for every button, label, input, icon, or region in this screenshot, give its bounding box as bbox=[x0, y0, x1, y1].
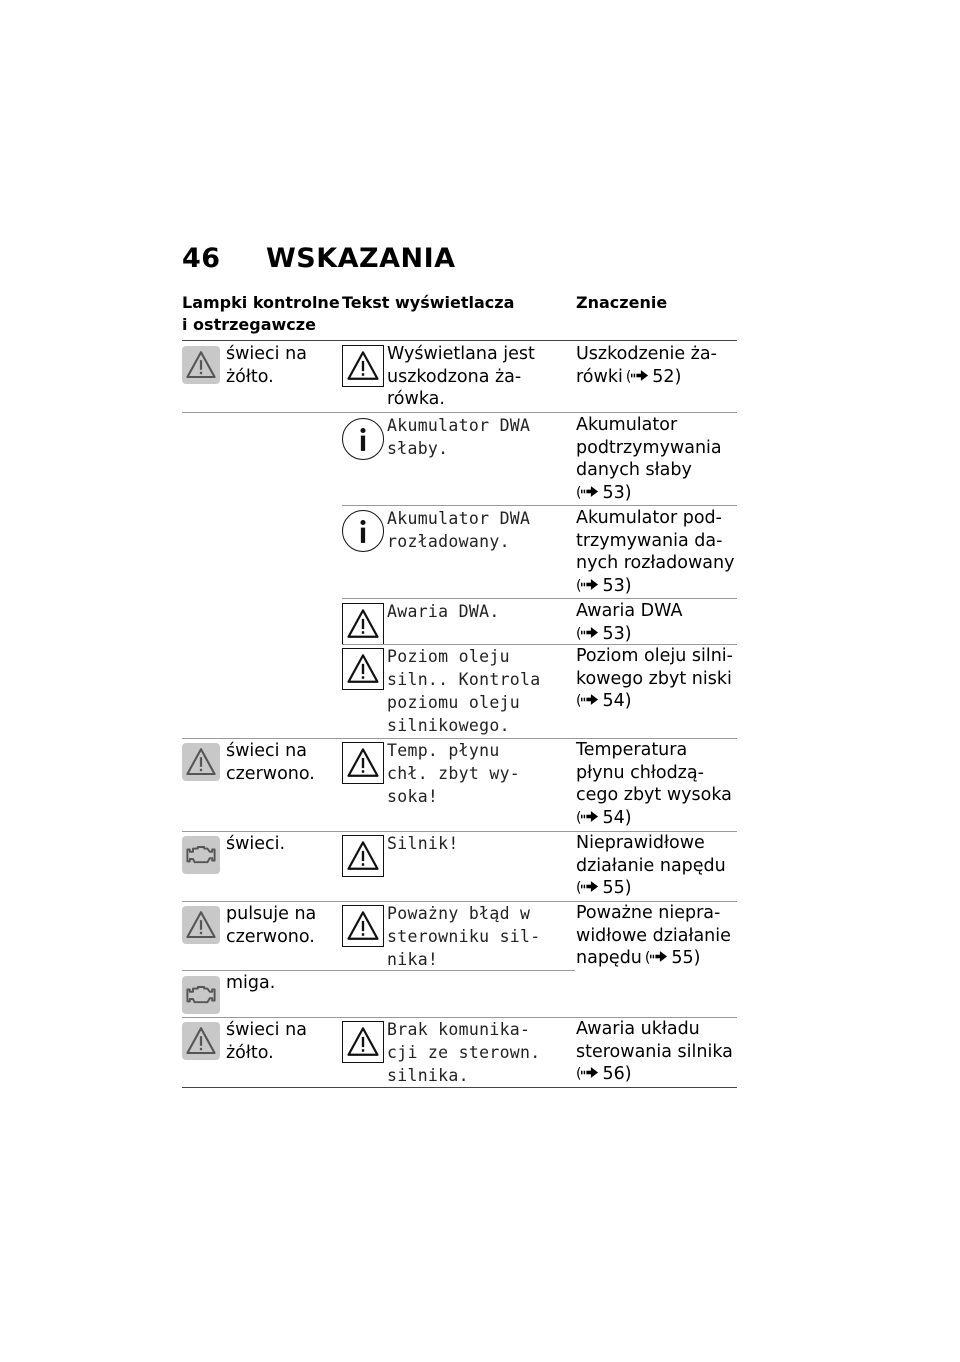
lamp-state-text: miga. bbox=[226, 973, 276, 993]
row-divider bbox=[182, 970, 575, 971]
lamp-state-text: świeci. bbox=[226, 834, 286, 854]
table-bottom-rule bbox=[182, 1087, 737, 1088]
meaning-text: Akumulator podtrzymywania danych słaby ( 53) bbox=[576, 415, 722, 503]
display-text: Akumulator DWA rozładowany. bbox=[387, 509, 531, 551]
page-reference: 54) bbox=[602, 691, 632, 711]
meaning-text: Akumulator pod- trzymywania da- nych rozładowany ( 53) bbox=[576, 508, 735, 596]
display-text: Awaria DWA. bbox=[387, 602, 500, 621]
lamp-state-text: pulsuje na czerwono. bbox=[226, 904, 317, 947]
engine-lamp-icon bbox=[182, 836, 220, 874]
page-reference: 53) bbox=[602, 575, 632, 596]
arrow-right-icon bbox=[581, 881, 599, 892]
arrow-right-icon bbox=[581, 627, 599, 638]
meaning-text: Poważne niepra- widłowe działanie napędu( 55) bbox=[576, 903, 731, 968]
lamp-state-text: świeci na czerwono. bbox=[226, 741, 315, 784]
page-reference: 56) bbox=[602, 1064, 632, 1084]
page-reference: 55) bbox=[602, 878, 632, 898]
display-text: Poważny błąd w sterowniku sil- nika! bbox=[387, 904, 541, 969]
warning-lamp-icon bbox=[182, 1022, 220, 1060]
display-text: Wyświetlana jest uszkodzona ża- rówka. bbox=[387, 344, 535, 409]
display-text: Temp. płynu chł. zbyt wy- soka! bbox=[387, 741, 521, 806]
warning-triangle-icon bbox=[342, 742, 384, 784]
warning-lamp-icon bbox=[182, 906, 220, 944]
warning-lamp-icon bbox=[182, 743, 220, 781]
header-rule bbox=[182, 340, 737, 341]
row-divider bbox=[182, 412, 737, 413]
warning-triangle-icon bbox=[342, 345, 384, 387]
page-reference: 53) bbox=[602, 623, 632, 644]
arrow-right-icon bbox=[581, 811, 599, 822]
meaning-text: Awaria DWA ( 53) bbox=[576, 601, 683, 644]
info-icon bbox=[342, 510, 384, 552]
page-title: WSKAZANIA bbox=[266, 242, 456, 274]
row-divider bbox=[342, 505, 737, 506]
display-text: Brak komunika- cji ze sterown. silnika. bbox=[387, 1020, 541, 1085]
page-reference: 52) bbox=[652, 366, 682, 387]
arrow-right-icon bbox=[650, 951, 668, 962]
engine-lamp-icon bbox=[182, 976, 220, 1014]
column-header-display: Tekst wyświetlacza bbox=[342, 293, 515, 312]
meaning-text: Awaria układu sterowania silnika ( 56) bbox=[576, 1019, 733, 1084]
page-reference: 54) bbox=[602, 807, 632, 828]
warning-triangle-icon bbox=[342, 1021, 384, 1063]
warning-triangle-icon bbox=[342, 835, 384, 877]
display-text: Poziom oleju siln.. Kontrola poziomu oleju silnikowego. bbox=[387, 647, 541, 735]
lamp-state-text: świeci na żółto. bbox=[226, 344, 307, 387]
display-text: Akumulator DWA słaby. bbox=[387, 416, 531, 458]
page-number: 46 bbox=[182, 242, 221, 274]
meaning-text: Uszkodzenie ża- rówki( 52) bbox=[576, 344, 717, 387]
meaning-text: Temperatura płynu chłodzą- cego zbyt wysoka ( 54) bbox=[576, 740, 732, 828]
arrow-right-icon bbox=[581, 694, 599, 705]
lamp-state-text: świeci na żółto. bbox=[226, 1020, 307, 1063]
arrow-right-icon bbox=[581, 1067, 599, 1078]
warning-triangle-icon bbox=[342, 905, 384, 947]
arrow-right-icon bbox=[631, 370, 649, 381]
column-header-lamps: Lampki kontrolne i ostrzegawcze bbox=[182, 293, 340, 334]
page-reference: 55) bbox=[671, 948, 701, 968]
arrow-right-icon bbox=[581, 579, 599, 590]
page-reference: 53) bbox=[602, 482, 632, 503]
row-divider bbox=[342, 598, 737, 599]
warning-triangle-icon bbox=[342, 603, 384, 645]
display-text: Silnik! bbox=[387, 834, 459, 853]
page-header bbox=[182, 240, 456, 276]
column-header-meaning: Znaczenie bbox=[576, 293, 668, 312]
arrow-right-icon bbox=[581, 486, 599, 497]
warning-triangle-icon bbox=[342, 648, 384, 690]
meaning-text: Poziom oleju silni- kowego zbyt niski ( 54) bbox=[576, 646, 733, 711]
meaning-text: Nieprawidłowe działanie napędu ( 55) bbox=[576, 833, 726, 898]
warning-lamp-icon bbox=[182, 346, 220, 384]
info-icon bbox=[342, 418, 384, 460]
